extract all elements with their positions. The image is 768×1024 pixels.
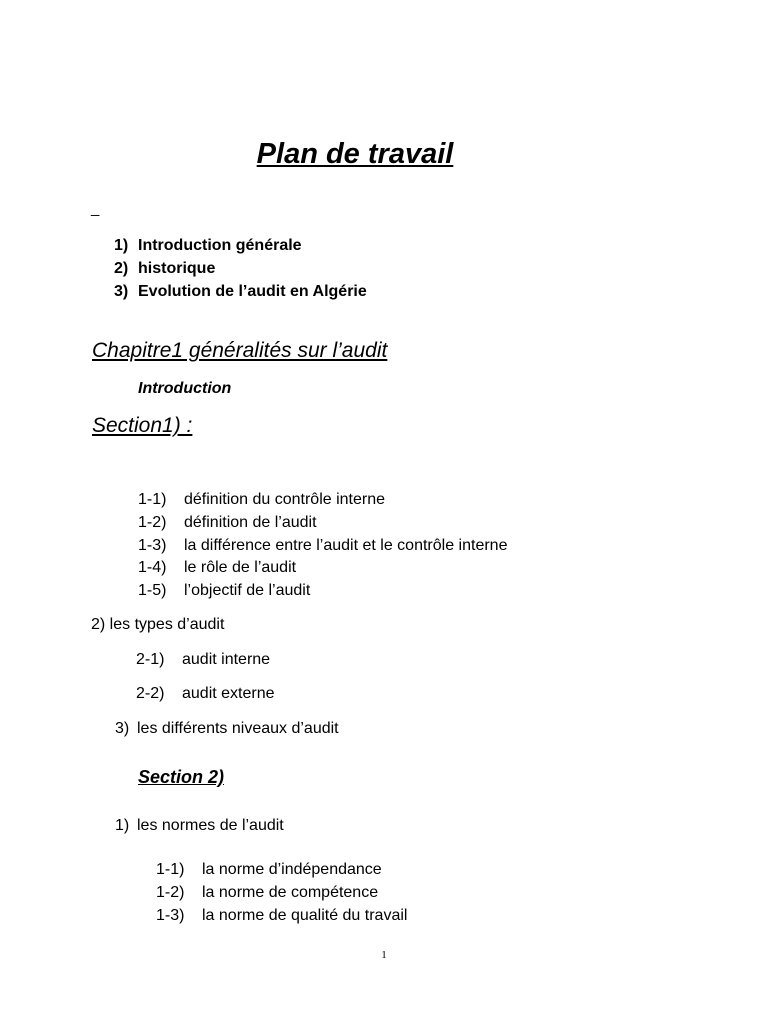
introduction-heading: Introduction bbox=[138, 380, 232, 397]
list-item bbox=[136, 685, 275, 703]
list-item bbox=[115, 817, 284, 835]
list-number: 2-2) bbox=[136, 685, 165, 702]
list-item bbox=[136, 651, 270, 669]
list-text: la différence entre l’audit et le contrôle interne bbox=[184, 537, 508, 554]
list-text: historique bbox=[138, 260, 216, 277]
list-item bbox=[156, 884, 378, 902]
list-text: définition de l’audit bbox=[184, 514, 317, 531]
list-text: audit interne bbox=[182, 651, 271, 668]
page-number: 1 bbox=[381, 949, 387, 961]
list-number: 1-2) bbox=[138, 514, 167, 531]
list-number: 1-3) bbox=[156, 907, 185, 924]
list-number: 1) bbox=[115, 817, 130, 834]
list-number: 1) bbox=[114, 237, 129, 254]
list-item bbox=[114, 283, 367, 301]
list-number: 1-3) bbox=[138, 537, 167, 554]
chapter-heading: Chapitre1 généralités sur l’audit bbox=[92, 339, 388, 362]
list-number: 1-5) bbox=[138, 582, 167, 599]
list-item bbox=[156, 861, 382, 879]
list-text: Evolution de l’audit en Algérie bbox=[138, 283, 367, 300]
list-item bbox=[156, 907, 407, 925]
list-text: la norme d’indépendance bbox=[202, 861, 382, 878]
list-item bbox=[138, 491, 385, 509]
page-title: Plan de travail bbox=[256, 138, 454, 170]
list-text: les normes de l’audit bbox=[137, 817, 284, 834]
section2-heading: Section 2) bbox=[138, 767, 225, 787]
list-number: 2-1) bbox=[136, 651, 165, 668]
list-number: 1-1) bbox=[138, 491, 167, 508]
list-text: la norme de compétence bbox=[202, 884, 379, 901]
list-item bbox=[138, 514, 317, 532]
types-heading: 2) les types d’audit bbox=[91, 616, 225, 633]
list-text: audit externe bbox=[182, 685, 275, 702]
list-number: 3) bbox=[115, 720, 130, 737]
list-text: la norme de qualité du travail bbox=[202, 907, 408, 924]
list-number: 3) bbox=[114, 283, 129, 300]
list-item bbox=[114, 260, 215, 278]
list-text: le rôle de l’audit bbox=[184, 559, 297, 576]
list-number: 1-2) bbox=[156, 884, 185, 901]
list-text: l’objectif de l’audit bbox=[184, 582, 311, 599]
list-item bbox=[138, 537, 507, 555]
list-item bbox=[114, 237, 302, 255]
list-number: 1-4) bbox=[138, 559, 167, 576]
dash-mark: _ bbox=[91, 200, 100, 217]
list-text: définition du contrôle interne bbox=[184, 491, 386, 508]
list-item bbox=[138, 582, 310, 600]
section1-heading: Section1) : bbox=[92, 414, 193, 437]
list-number: 2) bbox=[114, 260, 129, 277]
list-item bbox=[138, 559, 296, 577]
list-text: Introduction générale bbox=[138, 237, 302, 254]
list-number: 1-1) bbox=[156, 861, 185, 878]
list-text: les différents niveaux d’audit bbox=[137, 720, 339, 737]
list-item bbox=[115, 720, 339, 738]
